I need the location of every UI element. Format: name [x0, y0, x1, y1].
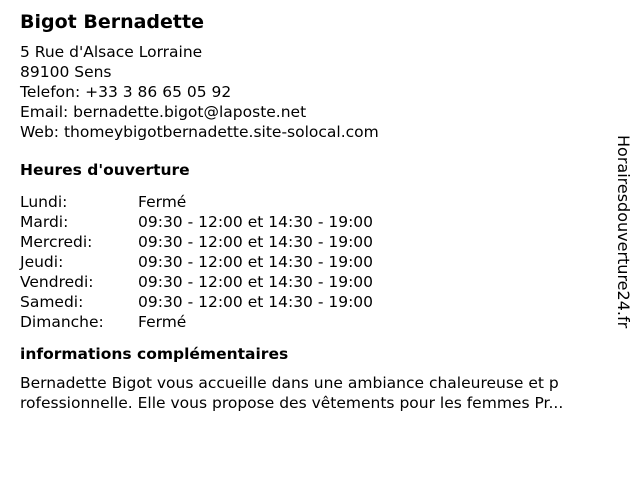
address-street: 5 Rue d'Alsace Lorraine	[20, 43, 203, 61]
hours-time: 09:30 - 12:00 et 14:30 - 19:00	[138, 233, 374, 251]
info-heading: informations complémentaires	[20, 345, 289, 363]
hours-heading: Heures d'ouverture	[20, 161, 190, 179]
phone-line: Telefon: +33 3 86 65 05 92	[20, 83, 232, 101]
info-line-1: Bernadette Bigot vous accueille dans une ambiance chaleureuse et p	[20, 374, 559, 392]
contact-details	[20, 42, 630, 142]
hours-row-monday	[20, 192, 630, 212]
hours-time: 09:30 - 12:00 et 14:30 - 19:00	[138, 253, 374, 271]
business-name: Bigot Bernadette	[20, 11, 204, 33]
info-line-2: rofessionnelle. Elle vous propose des vêtements pour les femmes Pr...	[20, 394, 564, 412]
email-line: Email: bernadette.bigot@laposte.net	[20, 103, 307, 121]
address-city: 89100 Sens	[20, 63, 112, 81]
hours-row-sunday	[20, 312, 630, 332]
hours-time: 09:30 - 12:00 et 14:30 - 19:00	[138, 273, 374, 291]
hours-day: Dimanche:	[20, 313, 104, 331]
hours-row-saturday	[20, 292, 630, 312]
hours-time: 09:30 - 12:00 et 14:30 - 19:00	[138, 293, 374, 311]
hours-day: Vendredi:	[20, 273, 94, 291]
hours-day: Mercredi:	[20, 233, 93, 251]
hours-time: 09:30 - 12:00 et 14:30 - 19:00	[138, 213, 374, 231]
hours-row-thursday	[20, 252, 630, 272]
business-card	[20, 9, 630, 413]
hours-day: Jeudi:	[20, 253, 64, 271]
hours-day: Lundi:	[20, 193, 68, 211]
hours-row-friday	[20, 272, 630, 292]
hours-day: Samedi:	[20, 293, 84, 311]
web-line: Web: thomeybigotbernadette.site-solocal.com	[20, 123, 379, 141]
hours-row-wednesday	[20, 232, 630, 252]
hours-row-tuesday	[20, 212, 630, 232]
hours-table	[20, 192, 630, 332]
hours-time: Fermé	[138, 193, 187, 211]
hours-day: Mardi:	[20, 213, 69, 231]
hours-time: Fermé	[138, 313, 187, 331]
site-watermark: Horairesdouverture24.fr	[614, 135, 633, 329]
info-description	[20, 373, 630, 413]
